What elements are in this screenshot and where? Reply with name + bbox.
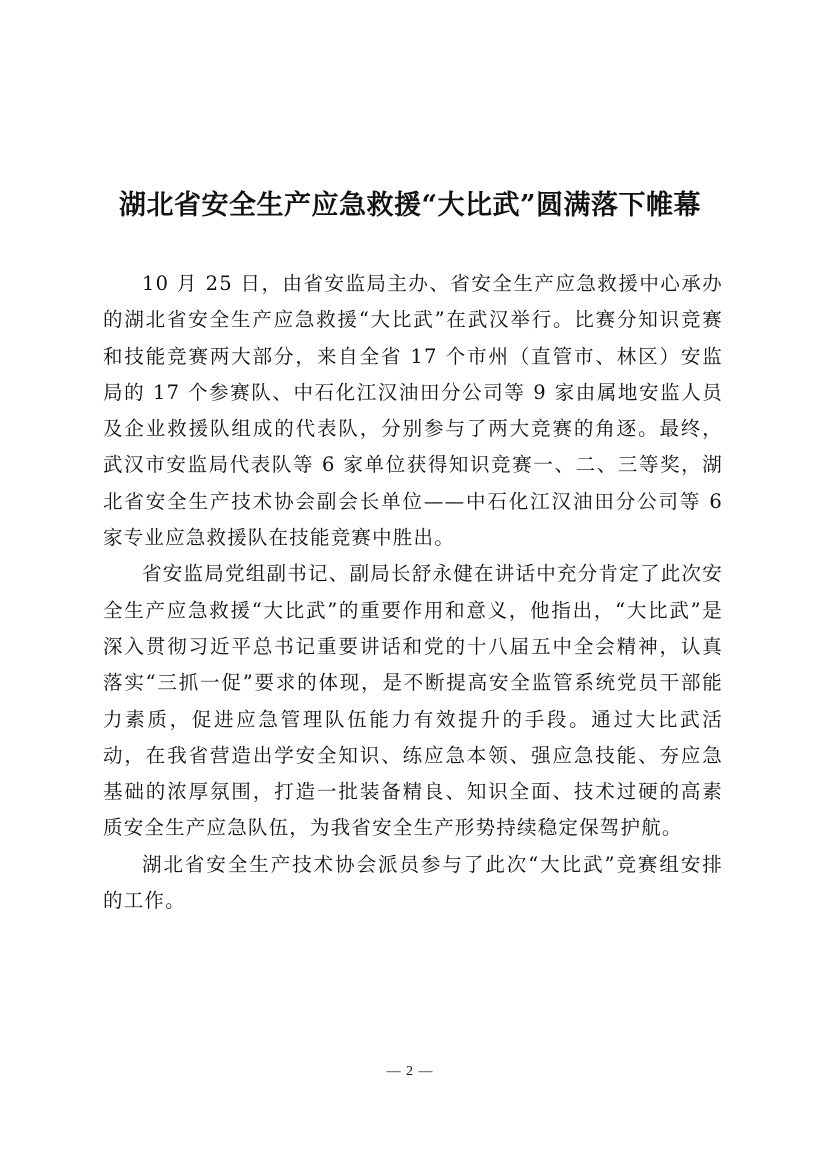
paragraph-1: 10 月 25 日，由省安监局主办、省安全生产应急救援中心承办的湖北省安全生产应急救援“大比武”在武汉举行。比赛分知识竞赛和技能竞赛两大部分，来自全省 17 个市州（直管市、林区）安监局的 17 个参赛队、中石化江汉油田分公司等 9 家由属地安监人员及企业救援队组成的代表队，分别参与了两大竞赛的角逐。最终，武汉市安监局代表队等 6 家单位获得知识竞赛一、二、三等奖，湖北省安全生产技术协会副会长单位——中石化江汉油田分公司等 6 家专业应急救援队在技能竞赛中胜出。 xyxy=(103,272,723,550)
paragraph-3: 湖北省安全生产技术协会派员参与了此次“大比武”竞赛组安排的工作。 xyxy=(103,852,723,913)
document-title: 湖北省安全生产应急救援“大比武”圆满落下帷幕 xyxy=(118,190,702,221)
document-body xyxy=(103,266,723,919)
page-number: — 2 — xyxy=(386,1064,434,1079)
paragraph-2: 省安监局党组副书记、副局长舒永健在讲话中充分肯定了此次安全生产应急救援“大比武”的重要作用和意义，他指出，“大比武”是深入贯彻习近平总书记重要讲话和党的十八届五中全会精神，认真落实“三抓一促”要求的体现，是不断提高安全监管系统党员干部能力素质，促进应急管理队伍能力有效提升的手段。通过大比武活动，在我省营造出学安全知识、练应急本领、强应急技能、夯应急基础的浓厚氛围，打造一批装备精良、知识全面、技术过硬的高素质安全生产应急队伍，为我省安全生产形势持续稳定保驾护航。 xyxy=(103,562,723,840)
